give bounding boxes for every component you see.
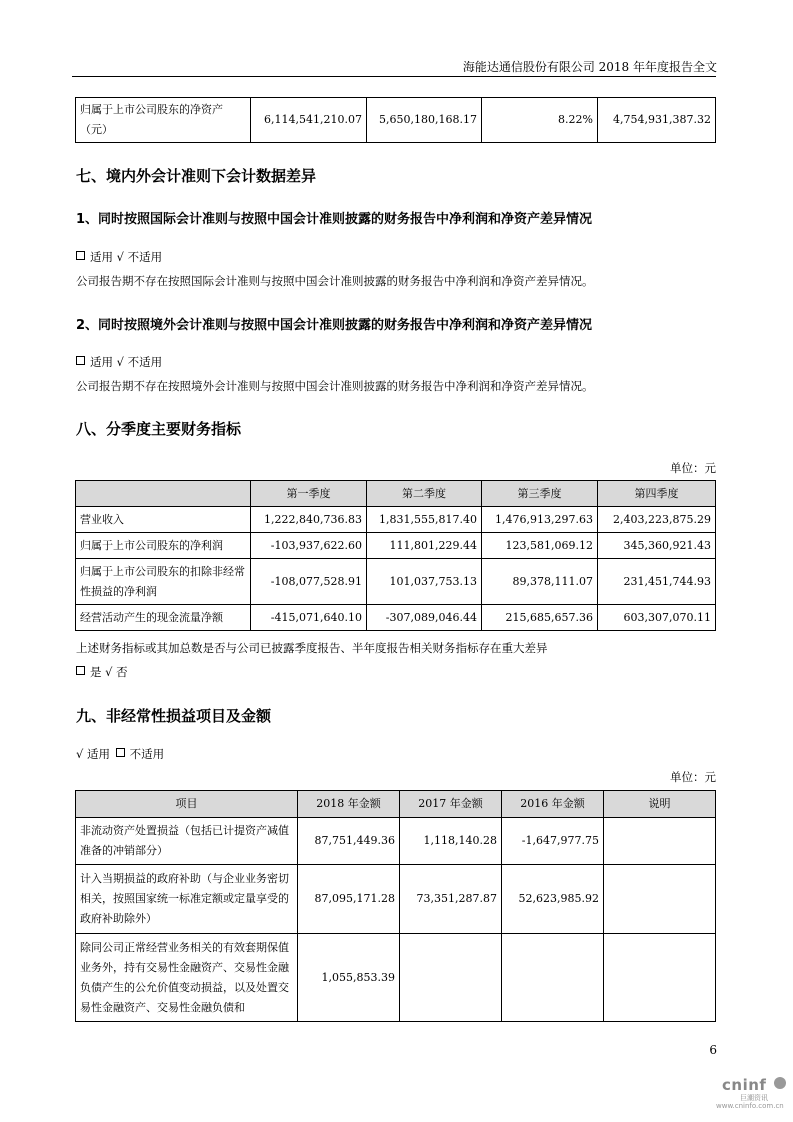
option-label: 是 √ 否 xyxy=(90,665,128,679)
checkbox-icon xyxy=(76,356,85,365)
table-row xyxy=(76,934,716,1022)
cell-value: -103,937,622.60 xyxy=(251,533,367,559)
cell-value xyxy=(604,865,716,934)
cell-value xyxy=(502,934,604,1022)
row-label: 归属于上市公司股东的净利润 xyxy=(76,533,251,559)
section-8-note: 上述财务指标或其加总数是否与公司已披露季度报告、半年度报告相关财务指标存在重大差异 xyxy=(76,641,548,655)
section-7-2-body: 公司报告期不存在按照境外会计准则与按照中国会计准则披露的财务报告中净利润和净资产差异情况。 xyxy=(76,379,594,393)
row-label: 非流动资产处置损益（包括已计提资产减值准备的冲销部分） xyxy=(76,818,298,865)
cell-value: 1,055,853.39 xyxy=(298,934,400,1022)
table-row xyxy=(76,865,716,934)
column-header: 项目 xyxy=(76,791,298,818)
quarterly-table xyxy=(75,480,716,631)
table-header-row xyxy=(76,791,716,818)
cell-value xyxy=(604,818,716,865)
cell-value: -1,647,977.75 xyxy=(502,818,604,865)
column-header: 说明 xyxy=(604,791,716,818)
cell-value: 1,118,140.28 xyxy=(400,818,502,865)
column-header xyxy=(76,481,251,507)
net-assets-table xyxy=(75,97,716,143)
cell-value: -108,077,528.91 xyxy=(251,559,367,605)
table-header-row xyxy=(76,481,716,507)
table-row xyxy=(76,507,716,533)
section-7-1-option xyxy=(76,249,162,265)
cell-value: 87,751,449.36 xyxy=(298,818,400,865)
cell-value xyxy=(400,934,502,1022)
cell-value: -415,071,640.10 xyxy=(251,605,367,631)
column-header: 第一季度 xyxy=(251,481,367,507)
section-7-2-option xyxy=(76,354,162,370)
cell-value: 215,685,657.36 xyxy=(482,605,598,631)
cell-value: 345,360,921.43 xyxy=(598,533,716,559)
checkbox-icon xyxy=(116,748,125,757)
section-7-heading: 七、境内外会计准则下会计数据差异 xyxy=(76,167,317,185)
column-header: 2016 年金额 xyxy=(502,791,604,818)
nonrecurring-table xyxy=(75,790,716,1022)
option-label: √ 适用 xyxy=(76,747,110,761)
section-7-2-heading: 2、同时按照境外会计准则与按照中国会计准则披露的财务报告中净利润和净资产差异情况 xyxy=(76,318,593,333)
cell-value: 4,754,931,387.32 xyxy=(598,98,716,143)
unit-label: 单位：元 xyxy=(670,461,716,475)
table-row xyxy=(76,98,716,143)
row-label: 经营活动产生的现金流量净额 xyxy=(76,605,251,631)
row-label: 归属于上市公司股东的净资产（元） xyxy=(76,98,251,143)
report-header-title: 海能达通信股份有限公司 2018 年年度报告全文 xyxy=(462,60,717,74)
cell-value: 123,581,069.12 xyxy=(482,533,598,559)
table-row xyxy=(76,533,716,559)
section-8-answer xyxy=(76,664,128,680)
row-label: 计入当期损益的政府补助（与企业业务密切相关，按照国家统一标准定额或定量享受的政府补助除外） xyxy=(76,865,298,934)
cell-value: 6,114,541,210.07 xyxy=(251,98,367,143)
cell-value: 8.22% xyxy=(482,98,598,143)
section-9-option xyxy=(76,746,164,762)
cell-value: 5,650,180,168.17 xyxy=(367,98,482,143)
section-7-1-body: 公司报告期不存在按照国际会计准则与按照中国会计准则披露的财务报告中净利润和净资产差异情况。 xyxy=(76,274,594,288)
cell-value: 2,403,223,875.29 xyxy=(598,507,716,533)
cell-value: 73,351,287.87 xyxy=(400,865,502,934)
section-7-1-heading: 1、同时按照国际会计准则与按照中国会计准则披露的财务报告中净利润和净资产差异情况 xyxy=(76,212,593,227)
header-rule xyxy=(72,76,716,77)
cell-value: 87,095,171.28 xyxy=(298,865,400,934)
section-8-heading: 八、分季度主要财务指标 xyxy=(76,420,242,438)
cell-value: 231,451,744.93 xyxy=(598,559,716,605)
logo-mark-icon xyxy=(774,1077,786,1089)
option-label: 适用 √ 不适用 xyxy=(90,355,163,369)
cell-value: 1,222,840,736.83 xyxy=(251,507,367,533)
column-header: 第四季度 xyxy=(598,481,716,507)
cell-value: 89,378,111.07 xyxy=(482,559,598,605)
cell-value: 52,623,985.92 xyxy=(502,865,604,934)
checkbox-icon xyxy=(76,251,85,260)
cell-value: 1,831,555,817.40 xyxy=(367,507,482,533)
section-9-heading: 九、非经常性损益项目及金额 xyxy=(76,707,272,725)
logo-cn-text: 巨潮资讯 xyxy=(740,1094,768,1102)
column-header: 2017 年金额 xyxy=(400,791,502,818)
option-label: 适用 √ 不适用 xyxy=(90,250,163,264)
cell-value: 1,476,913,297.63 xyxy=(482,507,598,533)
cell-value xyxy=(604,934,716,1022)
column-header: 第三季度 xyxy=(482,481,598,507)
checkbox-icon xyxy=(76,666,85,675)
row-label: 归属于上市公司股东的扣除非经常性损益的净利润 xyxy=(76,559,251,605)
column-header: 2018 年金额 xyxy=(298,791,400,818)
cell-value: 111,801,229.44 xyxy=(367,533,482,559)
cell-value: 101,037,753.13 xyxy=(367,559,482,605)
page-number: 6 xyxy=(709,1043,717,1057)
column-header: 第二季度 xyxy=(367,481,482,507)
row-label: 营业收入 xyxy=(76,507,251,533)
table-row xyxy=(76,559,716,605)
cell-value: 603,307,070.11 xyxy=(598,605,716,631)
option-label: 不适用 xyxy=(129,747,165,761)
cninf-logo xyxy=(716,1076,784,1112)
cell-value: -307,089,046.44 xyxy=(367,605,482,631)
table-row xyxy=(76,818,716,865)
row-label: 除同公司正常经营业务相关的有效套期保值业务外，持有交易性金融资产、交易性金融负债产生的公允价值变动损益，以及处置交易性金融资产、交易性金融负债和 xyxy=(76,934,298,1022)
unit-label: 单位：元 xyxy=(670,770,716,784)
logo-url: www.cninfo.com.cn xyxy=(716,1102,784,1110)
table-row xyxy=(76,605,716,631)
logo-brand: cninf xyxy=(722,1076,767,1094)
